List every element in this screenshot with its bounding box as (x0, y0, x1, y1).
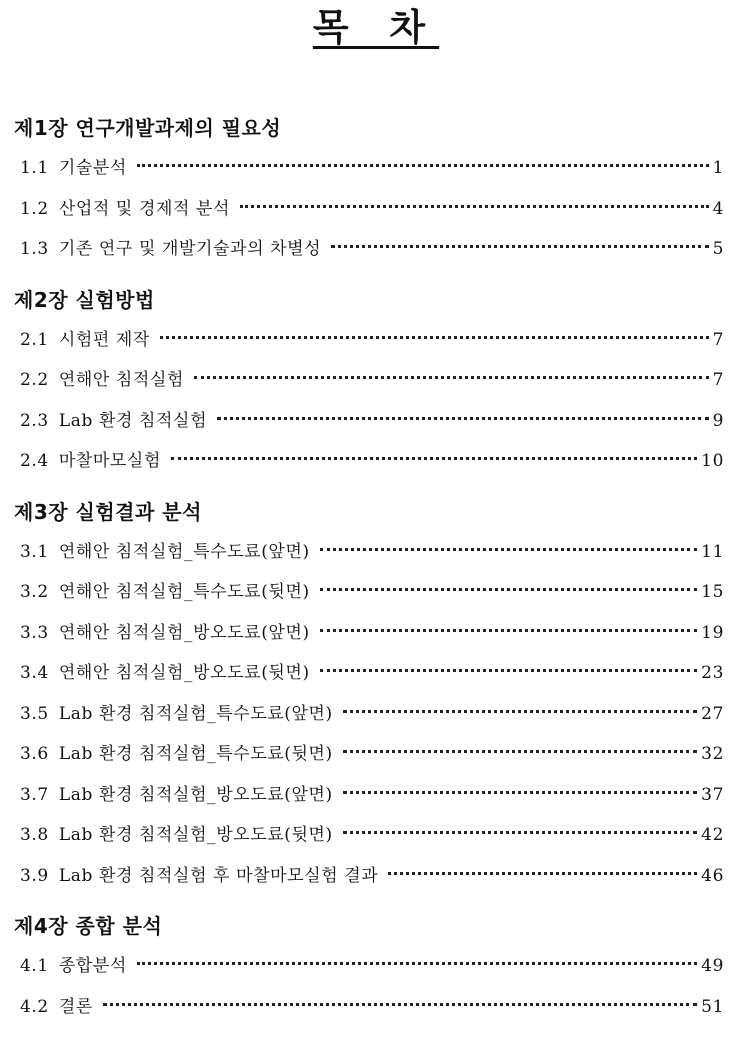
toc-entry[interactable] (14, 734, 724, 775)
dot-leader (137, 164, 709, 167)
section-number: 2.4 (20, 451, 49, 471)
section-title: 결론 (58, 996, 93, 1017)
toc-entry[interactable] (14, 401, 724, 442)
section-number: 2.3 (20, 410, 49, 431)
section-title: 시험편 제작 (58, 329, 150, 350)
chapter-heading: 제1장 연구개발과제의 필요성 (14, 116, 282, 140)
dot-leader (343, 791, 697, 794)
toc-entry[interactable] (14, 815, 724, 856)
section-title: 연해안 침적실험_특수도료(뒷면) (58, 582, 310, 602)
chapter-3 (14, 492, 724, 897)
chapter-4 (14, 906, 724, 1027)
dot-leader (343, 831, 697, 834)
table-of-contents (14, 108, 724, 1027)
section-title: Lab 환경 침적실험_특수도료(뒷면) (58, 744, 333, 764)
section-number: 3.5 (20, 703, 49, 724)
section-number: 3.2 (20, 582, 49, 602)
toc-entry[interactable] (14, 441, 724, 482)
chapter-heading: 제3장 실험결과 분석 (14, 499, 202, 524)
page-number: 1 (712, 158, 724, 178)
section-title: 기술분석 (58, 158, 127, 178)
dot-leader (217, 417, 708, 420)
dot-leader (320, 588, 697, 591)
section-number: 3.1 (20, 541, 49, 562)
toc-title-text: 목 차 (312, 6, 440, 49)
page-number: 7 (712, 329, 724, 350)
section-title: 종합분석 (58, 956, 127, 976)
toc-entry[interactable] (14, 532, 724, 573)
page-number: 15 (701, 582, 724, 602)
dot-leader (320, 669, 697, 672)
page-number: 4 (712, 198, 724, 219)
page-number: 23 (701, 663, 724, 683)
toc-entry[interactable] (14, 775, 724, 816)
page-number: 11 (701, 541, 724, 562)
toc-entry[interactable] (14, 360, 724, 401)
toc-entry[interactable] (14, 653, 724, 694)
dot-leader (320, 548, 697, 551)
section-number: 3.4 (20, 663, 49, 683)
dot-leader (388, 872, 697, 875)
toc-title (14, 0, 724, 58)
dot-leader (240, 205, 709, 208)
page-number: 49 (701, 956, 724, 976)
dot-leader (194, 376, 709, 379)
page-number: 51 (701, 996, 724, 1017)
dot-leader (343, 710, 697, 713)
page-number: 37 (701, 784, 724, 805)
section-title: Lab 환경 침적실험_특수도료(앞면) (58, 703, 333, 724)
page-number: 32 (701, 744, 724, 764)
section-title: 연해안 침적실험_방오도료(앞면) (58, 622, 310, 643)
section-number: 3.7 (20, 784, 49, 805)
section-title: 연해안 침적실험_방오도료(뒷면) (58, 663, 310, 683)
toc-entry[interactable] (14, 229, 724, 270)
page-number: 19 (701, 622, 724, 643)
toc-entry[interactable] (14, 572, 724, 613)
page-number: 9 (712, 410, 724, 431)
chapter-2 (14, 280, 724, 482)
page-number: 42 (701, 825, 724, 845)
dot-leader (171, 457, 697, 460)
section-number: 4.2 (20, 996, 49, 1017)
page-number: 46 (701, 865, 724, 886)
section-title: 마찰마모실험 (58, 451, 161, 471)
section-title: 연해안 침적실험_특수도료(앞면) (58, 541, 310, 562)
section-number: 3.3 (20, 622, 49, 643)
dot-leader (160, 336, 709, 339)
toc-entry[interactable] (14, 189, 724, 230)
toc-entry[interactable] (14, 613, 724, 654)
dot-leader (137, 962, 697, 965)
section-number: 2.2 (20, 370, 49, 390)
section-number: 1.2 (20, 198, 49, 219)
section-title: Lab 환경 침적실험_방오도료(앞면) (58, 784, 333, 805)
section-title: 연해안 침적실험 (58, 370, 185, 390)
toc-entry[interactable] (14, 320, 724, 361)
section-number: 1.1 (20, 158, 49, 178)
section-title: Lab 환경 침적실험 후 마찰마모실험 결과 (58, 865, 379, 886)
section-number: 2.1 (20, 329, 49, 350)
page-number: 10 (701, 451, 724, 471)
section-title: Lab 환경 침적실험 (58, 410, 208, 431)
page-number: 7 (712, 370, 724, 390)
toc-entry[interactable] (14, 856, 724, 897)
section-title: Lab 환경 침적실험_방오도료(뒷면) (58, 825, 333, 845)
dot-leader (320, 629, 697, 632)
chapter-heading: 제2장 실험방법 (14, 287, 155, 312)
section-number: 3.9 (20, 865, 49, 886)
dot-leader (343, 750, 697, 753)
section-number: 3.8 (20, 825, 49, 845)
section-number: 3.6 (20, 744, 49, 764)
section-title: 기존 연구 및 개발기술과의 차별성 (58, 239, 322, 259)
chapter-1 (14, 108, 724, 270)
page-number: 27 (701, 703, 724, 724)
toc-entry[interactable] (14, 148, 724, 189)
toc-entry[interactable] (14, 694, 724, 735)
dot-leader (331, 245, 708, 248)
dot-leader (103, 1003, 697, 1006)
section-title: 산업적 및 경제적 분석 (58, 198, 231, 219)
section-number: 1.3 (20, 239, 49, 259)
page-number: 5 (712, 239, 724, 259)
toc-entry[interactable] (14, 946, 724, 987)
section-number: 4.1 (20, 956, 49, 976)
toc-entry[interactable] (14, 987, 724, 1028)
chapter-heading: 제4장 종합 분석 (14, 914, 163, 938)
